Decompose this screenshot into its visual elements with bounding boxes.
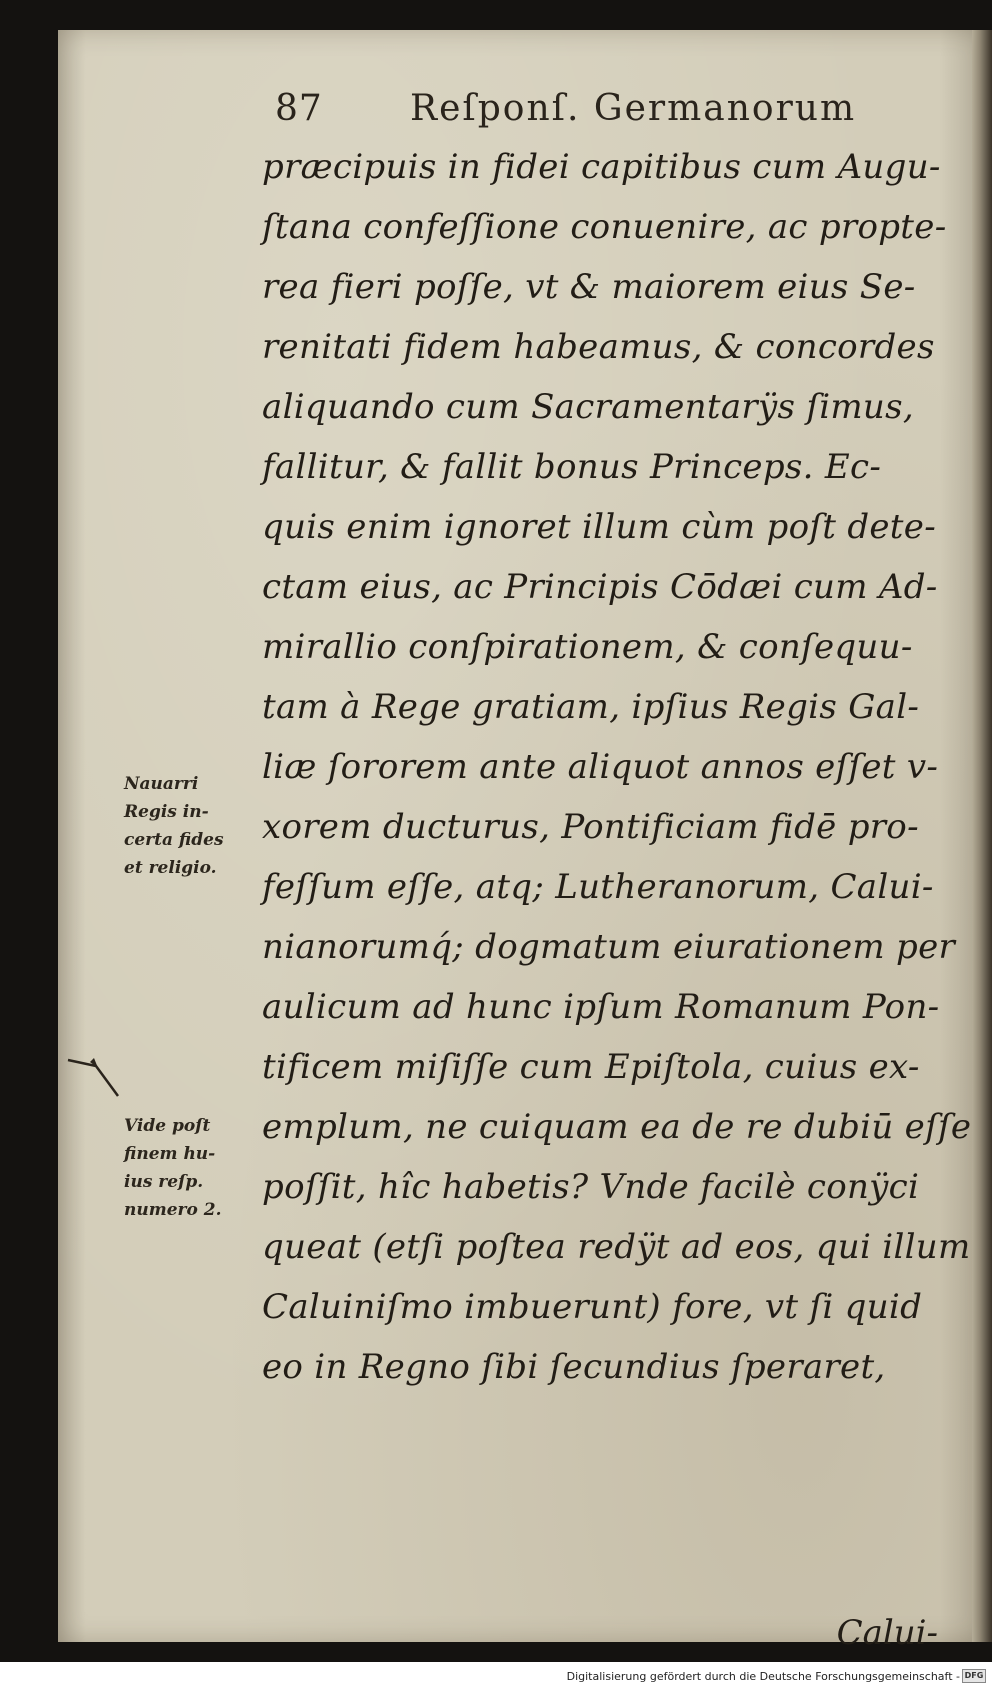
marginal-line: Vide poſt (124, 1116, 211, 1136)
text-line: ctam eius, ac Principis Cōdæi cum Ad- (262, 567, 938, 607)
text-line: fallitur, & fallit bonus Princeps. Ec- (262, 447, 882, 487)
text-line: aulicum ad hunc ipſum Romanum Pon- (262, 987, 940, 1027)
text-line: præcipuis in fidei capitibus cum Augu- (262, 147, 941, 187)
body-text (262, 137, 972, 1397)
text-line: nianorumq́; dogmatum eiurationem per (262, 927, 956, 967)
marginal-line: Regis in- (124, 802, 209, 822)
text-line: feſſum eſſe, atq; Lutheranorum, Calui- (262, 867, 934, 907)
marginal-note (124, 770, 264, 882)
text-line: renitati fidem habeamus, & concordes (262, 327, 935, 367)
text-line: Caluiniſmo imbuerunt) fore, vt ſi quid (262, 1287, 923, 1327)
text-line: ſtana confeſſione conuenire, ac propte- (262, 207, 947, 247)
page-edge (972, 30, 992, 1642)
text-line: quis enim ignoret illum cùm poſt dete- (262, 507, 936, 547)
dfg-logo: DFG (962, 1669, 986, 1683)
marginal-line: certa fides (124, 830, 224, 850)
marginal-line: et religio. (124, 858, 217, 878)
text-line: queat (etſi poſtea redÿt ad eos, qui illum (262, 1227, 971, 1267)
page-number: 87 (275, 88, 323, 129)
text-line: mirallio conſpirationem, & conſequu- (262, 627, 913, 667)
page-header (275, 88, 915, 140)
running-title: Reſponſ. Germanorum (410, 88, 857, 129)
footer-text: Digitalisierung gefördert durch die Deutsche Forschungsgemeinschaft - (566, 1670, 960, 1683)
text-line: poſſit, hîc habetis? Vnde facilè conÿci (262, 1167, 920, 1207)
text-line: xorem ducturus, Pontificiam fidē pro- (262, 807, 919, 847)
text-line: emplum, ne cuiquam ea de re dubiū eſſe (262, 1107, 972, 1147)
marginal-line: finem hu- (124, 1144, 216, 1164)
text-line: liæ ſororem ante aliquot annos eſſet v- (262, 747, 939, 787)
text-line: rea fieri poſſe, vt & maiorem eius Se- (262, 267, 916, 307)
marginal-line: ius reſp. (124, 1172, 204, 1192)
marginal-note (124, 1112, 264, 1224)
pointer-mark-icon (66, 1052, 136, 1104)
catchword: Calui- (836, 1613, 938, 1653)
text-line: eo in Regno ſibi ſecundius ſperaret, (262, 1347, 886, 1387)
marginal-line: numero 2. (124, 1200, 222, 1220)
text-line: tificem miſiſſe cum Epiſtola, cuius ex- (262, 1047, 920, 1087)
text-line: aliquando cum Sacramentarÿs ſimus, (262, 387, 914, 427)
text-line: tam à Rege gratiam, ipſius Regis Gal- (262, 687, 920, 727)
digitization-footer (0, 1668, 988, 1686)
marginal-line: Nauarri (124, 774, 199, 794)
